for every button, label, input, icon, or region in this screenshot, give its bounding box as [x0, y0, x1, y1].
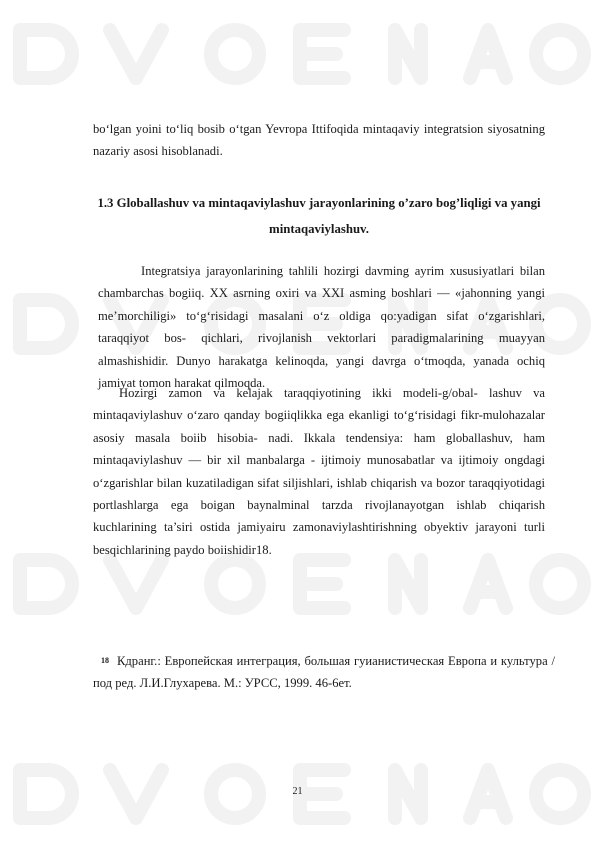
- paragraph-top: bo‘lgan yoini to‘liq bosib o‘tgan Yevropa Ittifoqida mintaqaviy integratsion siyosatning nazariy asosi hisoblanadi.: [93, 122, 545, 159]
- footnote-text: Кдранг.: Европейская интеграция, большая гуианистическая Европа и культура / под ред. Л.И.Глухарева. М.: УРСС, 1999. 46-6ет.: [93, 654, 555, 691]
- section-heading: 1.3 Globallashuv va mintaqaviylashuv jarayonlarining o’zaro bog’liqligi va yangi mintaqaviylashuv.: [97, 196, 541, 236]
- paragraph-main: Hozirgi zamon va kelajak taraqqiyotining ikki modeli-g/obal- lashuv va mintaqaviylashuv o‘zaro qanday bogiiqlikka ega ekanligi to‘g‘risidagi fikr-mulohazalar asosiy masala boiib hisobia- nadi. Ikkala tendensiya: ham globallashuv, ham mintaqaviylashuv — bir xil manbalarga - ijtimoiy munosabatlar va ijtimoiy ongdagi o‘zgarishlar bilan kuzatiladigan sifat siljishlari, ishlab chiqarish va bozor taraqqiyotidagi portlashlarga ega boigan baynalminal tarzda rivojlanayotgan ishlab chiqarish kuchlarining ta’siri ostida jamiyairu zamonaviylashtirishning obyektiv jarayoni turli besqichlarining paydo boiishidir18.: [93, 386, 545, 557]
- footnote-marker: 18: [101, 656, 109, 665]
- paragraph-indented-block: [98, 260, 545, 394]
- page-number: 21: [292, 786, 303, 797]
- footnote: [93, 650, 555, 695]
- paragraph-indented: Integratsiya jarayonlarining tahlili hozirgi davming ayrim xususiyatlari bilan chambarchas bogiiq. XX asrning oxiri va XXI asming boshlari — «jahonning yangi me’morchiligi» to‘g‘risidagi masalani o‘z oldiga qo:yadigan sifat o‘zgarishlari, taraqqiyot bos- qichlari, rivojlanish vektorlari paradigmalarining muayyan almashishidir. Dunyo harakatga kelinoqda, yangi davrga o‘tmoqda, yanada ochiq jamiyat tomon harakat qilmoqda.: [98, 264, 545, 391]
